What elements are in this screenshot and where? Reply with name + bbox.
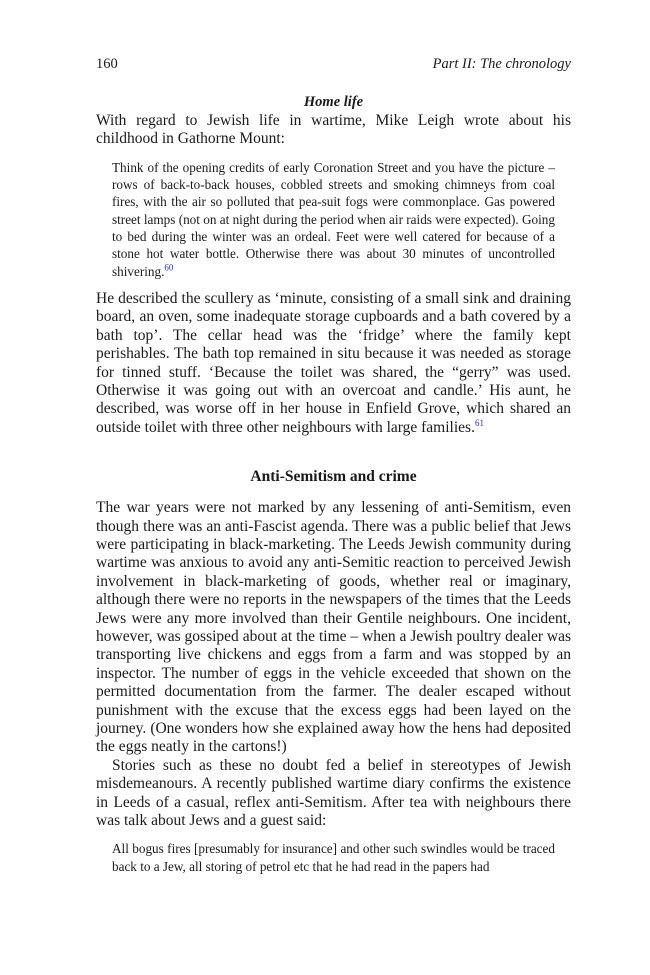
stereotypes-paragraph: Stories such as these no doubt fed a belief in stereotypes of Jewish misdemeanours. A recently published wartime diary confirms the existence in Leeds of a casual, reflex anti-Semitism. After tea with neighbours there was talk about Jews and a guest said: — [96, 756, 571, 830]
paragraph-text: He described the scullery as ‘minute, consisting of a small sink and draining board, an oven, some inadequate storage cupboards and a bath covered by a bath top’. The cellar head was the ‘fridge’ where the family kept perishables. The bath top remained in situ because it was needed as storage for tinned stuff. ‘Because the toilet was shared, the “gerry” was used. Otherwise it was going out with an overcoat and candle.’ His aunt, he described, was worse off in her house in Enfield Grove, which shared an outside toilet with three other neighbours with large families. — [96, 289, 571, 436]
scullery-paragraph — [96, 290, 571, 437]
block-quote-leigh — [112, 159, 555, 280]
section-heading: Anti-Semitism and crime — [250, 468, 417, 486]
part-title: Part II: The chronology — [432, 56, 571, 72]
footnote-ref-61[interactable]: 61 — [474, 417, 484, 428]
quote-text: Think of the opening credits of early Coronation Street and you have the picture – rows of back-to-back houses, cobbled streets and smoking chimneys from coal fires, with the air so polluted that pea-suit fogs were commonplace. Gas powered street lamps (not on at night during the period when air raids were expected). Going to bed during the winter was an ordeal. Feet were well catered for because of a stone hot water bottle. Otherwise there was about 30 minutes of uncontrolled shivering. — [112, 159, 555, 279]
anti-semitism-paragraph: The war years were not marked by any lessening of anti-Semitism, even though there was an anti-Fascist agenda. There was a public belief that Jews were participating in black-marketing. The Leeds Jewish community during wartime was anxious to avoid any anti-Semitic reaction to perceived Jewish involvement in black-marketing of goods, whether real or imaginary, although there were no reports in the newspapers of the times that the Leeds Jews were any more involved than their Gentile neighbours. One incident, however, was gossiped about at the time – when a Jewish poultry dealer was transporting live chickens and eggs from a farm and was stopped by an inspector. The number of eggs in the vehicle exceeded that shown on the permitted documentation from the farmer. The dealer escaped without punishment with the excuse that the excess eggs had been layed on the journey. (One wonders how she explained away how the hens had deposited the eggs neatly in the cartons!) — [96, 499, 571, 756]
footnote-ref-60[interactable]: 60 — [164, 262, 174, 273]
subsection-heading: Home life — [303, 94, 364, 110]
block-quote-diary: All bogus fires [presumably for insurance] and other such swindles would be traced back to a Jew, all storing of petrol etc that he had read in the papers had — [112, 841, 555, 874]
intro-paragraph: With regard to Jewish life in wartime, Mike Leigh wrote about his childhood in Gathorne Mount: — [96, 112, 571, 148]
page-number: 160 — [96, 56, 118, 72]
book-page — [96, 54, 571, 885]
running-head — [96, 54, 571, 74]
